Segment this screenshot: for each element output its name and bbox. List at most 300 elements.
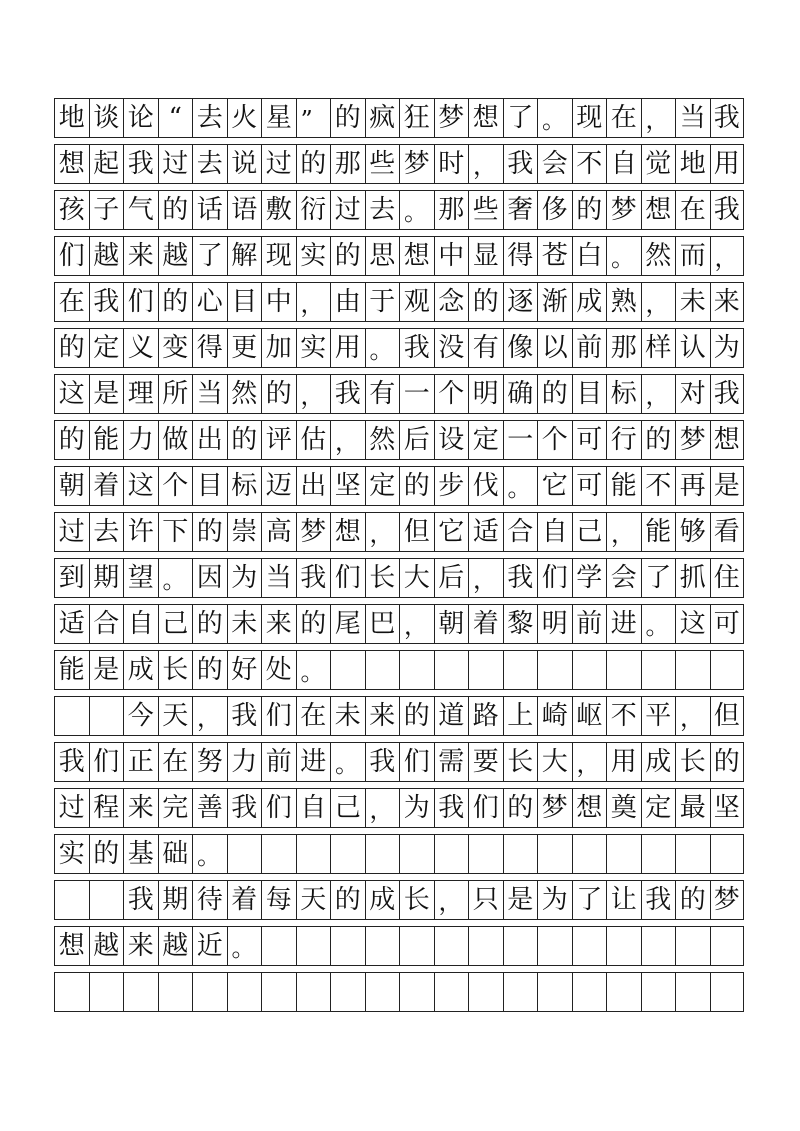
grid-cell bbox=[399, 650, 434, 690]
grid-cell bbox=[572, 650, 607, 690]
grid-cell: 前 bbox=[572, 328, 607, 368]
grid-cell: 理 bbox=[123, 374, 158, 414]
grid-cell: 谈 bbox=[89, 98, 124, 138]
grid-cell: 为 bbox=[399, 788, 434, 828]
grid-cell bbox=[468, 972, 503, 1012]
grid-cell bbox=[434, 926, 469, 966]
grid-cell: ， bbox=[365, 512, 400, 552]
grid-cell: 思 bbox=[365, 236, 400, 276]
grid-cell: ， bbox=[192, 696, 227, 736]
grid-cell: 话 bbox=[192, 190, 227, 230]
grid-cell: 变 bbox=[158, 328, 193, 368]
grid-cell: 们 bbox=[468, 788, 503, 828]
grid-cell bbox=[399, 834, 434, 874]
grid-cell: 期 bbox=[158, 880, 193, 920]
grid-cell: 是 bbox=[89, 650, 124, 690]
grid-cell: ， bbox=[365, 788, 400, 828]
grid-cell: 让 bbox=[606, 880, 641, 920]
grid-cell: 论 bbox=[123, 98, 158, 138]
grid-cell bbox=[468, 650, 503, 690]
grid-cell: 不 bbox=[572, 144, 607, 184]
grid-cell bbox=[434, 972, 469, 1012]
grid-cell: 可 bbox=[572, 466, 607, 506]
grid-cell: 我 bbox=[710, 374, 745, 414]
grid-cell: 崎 bbox=[537, 696, 572, 736]
grid-cell: 的 bbox=[641, 420, 676, 460]
grid-cell: 过 bbox=[54, 512, 89, 552]
grid-cell: 苍 bbox=[537, 236, 572, 276]
grid-cell: 实 bbox=[296, 328, 331, 368]
grid-cell: 长 bbox=[675, 742, 710, 782]
grid-cell: 会 bbox=[537, 144, 572, 184]
grid-cell: 看 bbox=[710, 512, 745, 552]
grid-cell bbox=[54, 972, 89, 1012]
grid-cell: 出 bbox=[296, 466, 331, 506]
grid-cell: 来 bbox=[123, 236, 158, 276]
grid-cell bbox=[606, 972, 641, 1012]
grid-row bbox=[54, 788, 744, 828]
grid-cell: 标 bbox=[606, 374, 641, 414]
grid-cell: 的 bbox=[54, 328, 89, 368]
grid-cell: 地 bbox=[54, 98, 89, 138]
grid-cell: 白 bbox=[572, 236, 607, 276]
grid-cell bbox=[537, 972, 572, 1012]
grid-row bbox=[54, 742, 744, 782]
grid-cell: 在 bbox=[675, 190, 710, 230]
grid-cell: 伐 bbox=[468, 466, 503, 506]
grid-cell: 定 bbox=[641, 788, 676, 828]
grid-row bbox=[54, 558, 744, 598]
grid-cell bbox=[503, 972, 538, 1012]
grid-cell: 定 bbox=[89, 328, 124, 368]
grid-cell: 说 bbox=[227, 144, 262, 184]
grid-cell: 我 bbox=[710, 190, 745, 230]
grid-cell bbox=[158, 972, 193, 1012]
grid-cell: 的 bbox=[330, 98, 365, 138]
grid-cell: 础 bbox=[158, 834, 193, 874]
grid-cell: 成 bbox=[365, 880, 400, 920]
grid-cell: 自 bbox=[296, 788, 331, 828]
grid-cell: 后 bbox=[434, 558, 469, 598]
grid-row bbox=[54, 236, 744, 276]
grid-cell: 念 bbox=[434, 282, 469, 322]
grid-cell: 我 bbox=[54, 742, 89, 782]
grid-cell: 的 bbox=[675, 880, 710, 920]
grid-cell: 。 bbox=[158, 558, 193, 598]
grid-cell: 些 bbox=[365, 144, 400, 184]
grid-cell: 着 bbox=[227, 880, 262, 920]
grid-cell: 了 bbox=[192, 236, 227, 276]
grid-cell: 语 bbox=[227, 190, 262, 230]
grid-cell: 认 bbox=[675, 328, 710, 368]
grid-cell: 中 bbox=[434, 236, 469, 276]
grid-cell: 在 bbox=[158, 742, 193, 782]
grid-cell: 有 bbox=[365, 374, 400, 414]
grid-cell: 未 bbox=[330, 696, 365, 736]
grid-cell: ， bbox=[641, 282, 676, 322]
grid-cell bbox=[572, 926, 607, 966]
grid-cell: 的 bbox=[537, 374, 572, 414]
grid-cell: 。 bbox=[399, 190, 434, 230]
grid-cell: 而 bbox=[675, 236, 710, 276]
grid-cell bbox=[296, 972, 331, 1012]
grid-cell: 观 bbox=[399, 282, 434, 322]
grid-cell: 大 bbox=[399, 558, 434, 598]
grid-cell bbox=[365, 650, 400, 690]
grid-row bbox=[54, 190, 744, 230]
grid-cell: 待 bbox=[192, 880, 227, 920]
grid-cell: 想 bbox=[54, 926, 89, 966]
grid-cell: 岖 bbox=[572, 696, 607, 736]
grid-cell: 这 bbox=[675, 604, 710, 644]
grid-cell bbox=[365, 926, 400, 966]
grid-cell: 合 bbox=[89, 604, 124, 644]
grid-cell: 们 bbox=[399, 742, 434, 782]
grid-cell: 更 bbox=[227, 328, 262, 368]
grid-cell: ， bbox=[399, 604, 434, 644]
grid-cell: 一 bbox=[399, 374, 434, 414]
grid-cell bbox=[365, 972, 400, 1012]
grid-cell bbox=[89, 880, 124, 920]
grid-cell: 长 bbox=[365, 558, 400, 598]
grid-cell: 后 bbox=[399, 420, 434, 460]
grid-cell: 是 bbox=[710, 466, 745, 506]
grid-cell: ， bbox=[641, 98, 676, 138]
grid-cell: 越 bbox=[89, 236, 124, 276]
grid-cell: 为 bbox=[537, 880, 572, 920]
grid-cell: 路 bbox=[468, 696, 503, 736]
grid-cell: 自 bbox=[537, 512, 572, 552]
grid-cell: 定 bbox=[365, 466, 400, 506]
grid-cell bbox=[123, 972, 158, 1012]
grid-cell: 奠 bbox=[606, 788, 641, 828]
grid-cell: 们 bbox=[261, 788, 296, 828]
grid-cell bbox=[296, 926, 331, 966]
grid-cell bbox=[192, 972, 227, 1012]
grid-cell: ， bbox=[330, 420, 365, 460]
grid-cell bbox=[606, 650, 641, 690]
grid-cell bbox=[710, 972, 745, 1012]
grid-cell: 衍 bbox=[296, 190, 331, 230]
grid-cell: 目 bbox=[192, 466, 227, 506]
grid-cell: 可 bbox=[710, 604, 745, 644]
grid-cell bbox=[641, 972, 676, 1012]
grid-cell: 我 bbox=[641, 880, 676, 920]
grid-cell: 我 bbox=[227, 788, 262, 828]
grid-cell: 己 bbox=[572, 512, 607, 552]
grid-cell: 的 bbox=[468, 282, 503, 322]
grid-cell: 能 bbox=[606, 466, 641, 506]
grid-cell bbox=[296, 834, 331, 874]
grid-cell: 迈 bbox=[261, 466, 296, 506]
grid-cell: 想 bbox=[399, 236, 434, 276]
grid-cell: 力 bbox=[123, 420, 158, 460]
grid-cell: 成 bbox=[572, 282, 607, 322]
grid-cell: 平 bbox=[641, 696, 676, 736]
grid-cell: 的 bbox=[89, 834, 124, 874]
grid-cell: 为 bbox=[710, 328, 745, 368]
grid-cell: 设 bbox=[434, 420, 469, 460]
grid-cell: 有 bbox=[468, 328, 503, 368]
grid-cell bbox=[503, 650, 538, 690]
grid-cell: 渐 bbox=[537, 282, 572, 322]
grid-cell: 我 bbox=[710, 98, 745, 138]
grid-cell: 时 bbox=[434, 144, 469, 184]
grid-cell: 的 bbox=[261, 374, 296, 414]
grid-cell bbox=[606, 834, 641, 874]
grid-cell: 逐 bbox=[503, 282, 538, 322]
grid-row bbox=[54, 972, 744, 1012]
grid-cell: 望 bbox=[123, 558, 158, 598]
grid-cell: 的 bbox=[330, 236, 365, 276]
grid-cell: 够 bbox=[675, 512, 710, 552]
grid-cell bbox=[261, 926, 296, 966]
grid-cell: 来 bbox=[123, 926, 158, 966]
grid-cell: 侈 bbox=[537, 190, 572, 230]
grid-cell: 了 bbox=[572, 880, 607, 920]
grid-row bbox=[54, 420, 744, 460]
grid-cell: 我 bbox=[434, 788, 469, 828]
grid-cell: 的 bbox=[158, 190, 193, 230]
grid-cell: 再 bbox=[675, 466, 710, 506]
grid-cell: 我 bbox=[399, 328, 434, 368]
grid-cell: 坚 bbox=[710, 788, 745, 828]
grid-cell: 可 bbox=[572, 420, 607, 460]
grid-cell: ， bbox=[606, 512, 641, 552]
grid-cell: 实 bbox=[296, 236, 331, 276]
grid-cell: 们 bbox=[123, 282, 158, 322]
grid-cell: 当 bbox=[192, 374, 227, 414]
grid-cell: 来 bbox=[365, 696, 400, 736]
grid-cell: 我 bbox=[123, 144, 158, 184]
grid-cell bbox=[537, 926, 572, 966]
grid-cell: 敷 bbox=[261, 190, 296, 230]
grid-cell: 想 bbox=[330, 512, 365, 552]
grid-cell: 得 bbox=[192, 328, 227, 368]
grid-row bbox=[54, 328, 744, 368]
grid-cell: 我 bbox=[365, 742, 400, 782]
grid-cell: 适 bbox=[468, 512, 503, 552]
grid-cell: 行 bbox=[606, 420, 641, 460]
grid-cell bbox=[365, 834, 400, 874]
grid-cell: 来 bbox=[123, 788, 158, 828]
grid-cell: 像 bbox=[503, 328, 538, 368]
grid-row bbox=[54, 880, 744, 920]
grid-cell bbox=[227, 834, 262, 874]
grid-row bbox=[54, 98, 744, 138]
grid-cell: 实 bbox=[54, 834, 89, 874]
grid-cell: 地 bbox=[675, 144, 710, 184]
grid-row bbox=[54, 512, 744, 552]
grid-cell bbox=[710, 650, 745, 690]
grid-cell: 狂 bbox=[399, 98, 434, 138]
grid-row bbox=[54, 696, 744, 736]
grid-cell: 自 bbox=[123, 604, 158, 644]
grid-cell: 成 bbox=[641, 742, 676, 782]
grid-cell: 于 bbox=[365, 282, 400, 322]
grid-cell: 。 bbox=[365, 328, 400, 368]
grid-cell: 以 bbox=[537, 328, 572, 368]
grid-cell bbox=[261, 972, 296, 1012]
grid-cell: 我 bbox=[227, 696, 262, 736]
grid-cell bbox=[537, 650, 572, 690]
grid-cell bbox=[330, 650, 365, 690]
grid-cell: 的 bbox=[192, 512, 227, 552]
grid-cell: 想 bbox=[710, 420, 745, 460]
grid-cell: 用 bbox=[710, 144, 745, 184]
grid-cell: 过 bbox=[261, 144, 296, 184]
grid-cell: 。 bbox=[296, 650, 331, 690]
grid-cell: 我 bbox=[503, 558, 538, 598]
grid-cell: 孩 bbox=[54, 190, 89, 230]
grid-cell: 气 bbox=[123, 190, 158, 230]
grid-cell: 得 bbox=[503, 236, 538, 276]
grid-cell: 今 bbox=[123, 696, 158, 736]
grid-cell: 的 bbox=[330, 880, 365, 920]
grid-cell: 合 bbox=[503, 512, 538, 552]
grid-cell: 想 bbox=[641, 190, 676, 230]
grid-cell: 们 bbox=[89, 742, 124, 782]
grid-cell: ， bbox=[710, 236, 745, 276]
grid-cell: 明 bbox=[537, 604, 572, 644]
grid-cell: 的 bbox=[399, 466, 434, 506]
grid-cell bbox=[641, 650, 676, 690]
grid-cell: ， bbox=[572, 742, 607, 782]
grid-cell: 成 bbox=[123, 650, 158, 690]
grid-cell: 每 bbox=[261, 880, 296, 920]
grid-cell: 天 bbox=[158, 696, 193, 736]
grid-cell bbox=[89, 972, 124, 1012]
grid-cell bbox=[468, 834, 503, 874]
grid-cell: 到 bbox=[54, 558, 89, 598]
grid-cell bbox=[503, 926, 538, 966]
grid-cell: 在 bbox=[296, 696, 331, 736]
grid-cell: 梦 bbox=[296, 512, 331, 552]
grid-cell: 未 bbox=[227, 604, 262, 644]
grid-row bbox=[54, 374, 744, 414]
grid-cell bbox=[606, 926, 641, 966]
grid-cell bbox=[54, 696, 89, 736]
grid-cell: 的 bbox=[227, 420, 262, 460]
grid-cell: ， bbox=[468, 144, 503, 184]
grid-cell: 的 bbox=[399, 696, 434, 736]
grid-cell: 近 bbox=[192, 926, 227, 966]
grid-cell bbox=[434, 650, 469, 690]
grid-cell: 朝 bbox=[54, 466, 89, 506]
grid-cell: 我 bbox=[503, 144, 538, 184]
grid-cell: ， bbox=[434, 880, 469, 920]
grid-cell: 用 bbox=[330, 328, 365, 368]
grid-cell: 当 bbox=[261, 558, 296, 598]
grid-cell: 但 bbox=[399, 512, 434, 552]
grid-cell: 长 bbox=[158, 650, 193, 690]
grid-cell: 大 bbox=[537, 742, 572, 782]
grid-cell: 长 bbox=[399, 880, 434, 920]
grid-cell: 要 bbox=[468, 742, 503, 782]
grid-cell: 崇 bbox=[227, 512, 262, 552]
grid-cell: 觉 bbox=[641, 144, 676, 184]
grid-cell: 这 bbox=[54, 374, 89, 414]
grid-cell bbox=[399, 926, 434, 966]
grid-cell: 解 bbox=[227, 236, 262, 276]
grid-cell: 去 bbox=[89, 512, 124, 552]
grid-cell: 疯 bbox=[365, 98, 400, 138]
grid-cell: 巴 bbox=[365, 604, 400, 644]
grid-cell bbox=[89, 696, 124, 736]
grid-cell: 心 bbox=[192, 282, 227, 322]
grid-cell: 基 bbox=[123, 834, 158, 874]
grid-cell: 在 bbox=[54, 282, 89, 322]
grid-cell: 个 bbox=[434, 374, 469, 414]
grid-cell: 适 bbox=[54, 604, 89, 644]
grid-cell bbox=[675, 650, 710, 690]
grid-cell bbox=[675, 926, 710, 966]
grid-cell: 最 bbox=[675, 788, 710, 828]
grid-cell: 的 bbox=[572, 190, 607, 230]
grid-cell: 奢 bbox=[503, 190, 538, 230]
grid-cell: 样 bbox=[641, 328, 676, 368]
grid-cell: 没 bbox=[434, 328, 469, 368]
grid-cell: 。 bbox=[192, 834, 227, 874]
grid-cell: 然 bbox=[641, 236, 676, 276]
grid-cell: 抓 bbox=[675, 558, 710, 598]
grid-cell: 越 bbox=[89, 926, 124, 966]
grid-cell: 越 bbox=[158, 236, 193, 276]
grid-cell bbox=[434, 834, 469, 874]
grid-cell: 们 bbox=[54, 236, 89, 276]
grid-cell: 我 bbox=[330, 374, 365, 414]
grid-cell: 子 bbox=[89, 190, 124, 230]
grid-cell: 的 bbox=[192, 650, 227, 690]
grid-cell: 步 bbox=[434, 466, 469, 506]
grid-cell: 的 bbox=[710, 742, 745, 782]
grid-cell: 梦 bbox=[399, 144, 434, 184]
grid-cell: 过 bbox=[54, 788, 89, 828]
grid-row bbox=[54, 926, 744, 966]
grid-cell: 评 bbox=[261, 420, 296, 460]
grid-cell: 能 bbox=[641, 512, 676, 552]
grid-cell: 。 bbox=[606, 236, 641, 276]
grid-cell bbox=[641, 926, 676, 966]
grid-cell: 我 bbox=[123, 880, 158, 920]
grid-cell bbox=[710, 926, 745, 966]
grid-cell: 为 bbox=[227, 558, 262, 598]
grid-cell: 目 bbox=[227, 282, 262, 322]
grid-row bbox=[54, 834, 744, 874]
grid-cell: 想 bbox=[54, 144, 89, 184]
grid-cell: 。 bbox=[537, 98, 572, 138]
grid-cell: 一 bbox=[503, 420, 538, 460]
grid-cell: 些 bbox=[468, 190, 503, 230]
grid-cell: 熟 bbox=[606, 282, 641, 322]
grid-cell: 越 bbox=[158, 926, 193, 966]
grid-cell: 标 bbox=[227, 466, 262, 506]
grid-cell: 去 bbox=[192, 144, 227, 184]
grid-cell: ， bbox=[296, 282, 331, 322]
grid-cell: 高 bbox=[261, 512, 296, 552]
grid-cell: 起 bbox=[89, 144, 124, 184]
grid-cell: 是 bbox=[503, 880, 538, 920]
grid-cell: 义 bbox=[123, 328, 158, 368]
grid-cell bbox=[503, 834, 538, 874]
grid-row bbox=[54, 650, 744, 690]
grid-cell: 我 bbox=[296, 558, 331, 598]
grid-cell: ” bbox=[296, 98, 331, 138]
grid-cell: 们 bbox=[261, 696, 296, 736]
grid-cell bbox=[54, 880, 89, 920]
grid-cell: 力 bbox=[227, 742, 262, 782]
grid-cell: 前 bbox=[572, 604, 607, 644]
